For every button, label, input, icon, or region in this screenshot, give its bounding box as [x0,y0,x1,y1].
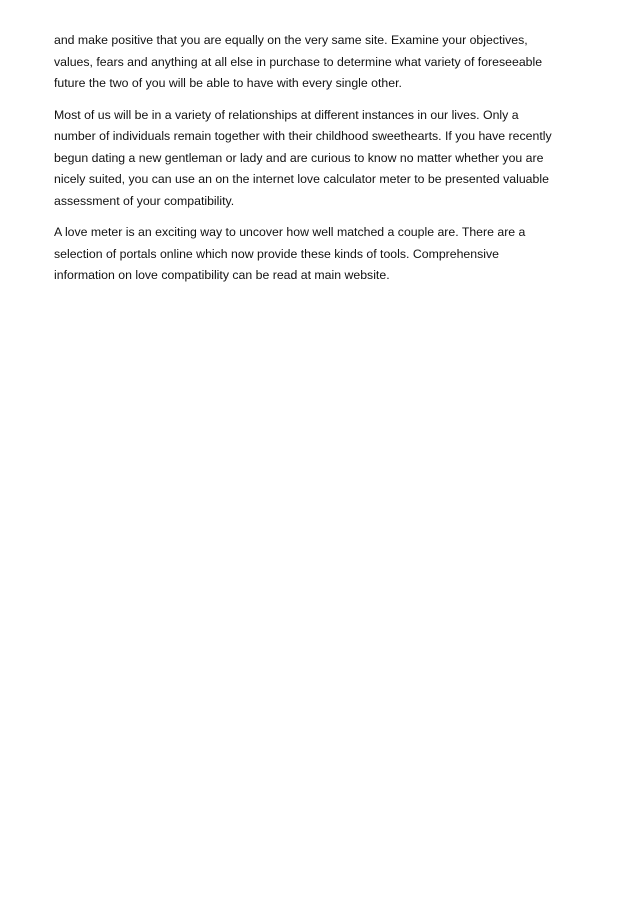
paragraph [54,30,584,95]
text-line: Most of us will be in a variety of relationships at different instances in our lives. Only a [54,107,519,122]
text-line: information on love compatibility can be read at main website. [54,268,390,282]
text-line: begun dating a new gentleman or lady and are curious to know no matter whether you are [54,150,544,165]
paragraph [54,222,584,287]
text-line: selection of portals online which now provide these kinds of tools. Comprehensive [54,246,499,261]
text-line: number of individuals remain together with their childhood sweethearts. If you have recently [54,129,552,143]
text-line: future the two of you will be able to have with every single other. [54,76,402,90]
document-body [54,30,584,297]
text-line: values, fears and anything at all else in purchase to determine what variety of foreseeable [54,54,543,69]
paragraph [54,105,584,213]
text-line: A love meter is an exciting way to uncover how well matched a couple are. There are a [54,225,526,239]
text-line: and make positive that you are equally on the very same site. Examine your objectives, [54,33,528,47]
text-line: nicely suited, you can use an on the internet love calculator meter to be presented valuable [54,172,549,186]
text-line: assessment of your compatibility. [54,193,235,208]
